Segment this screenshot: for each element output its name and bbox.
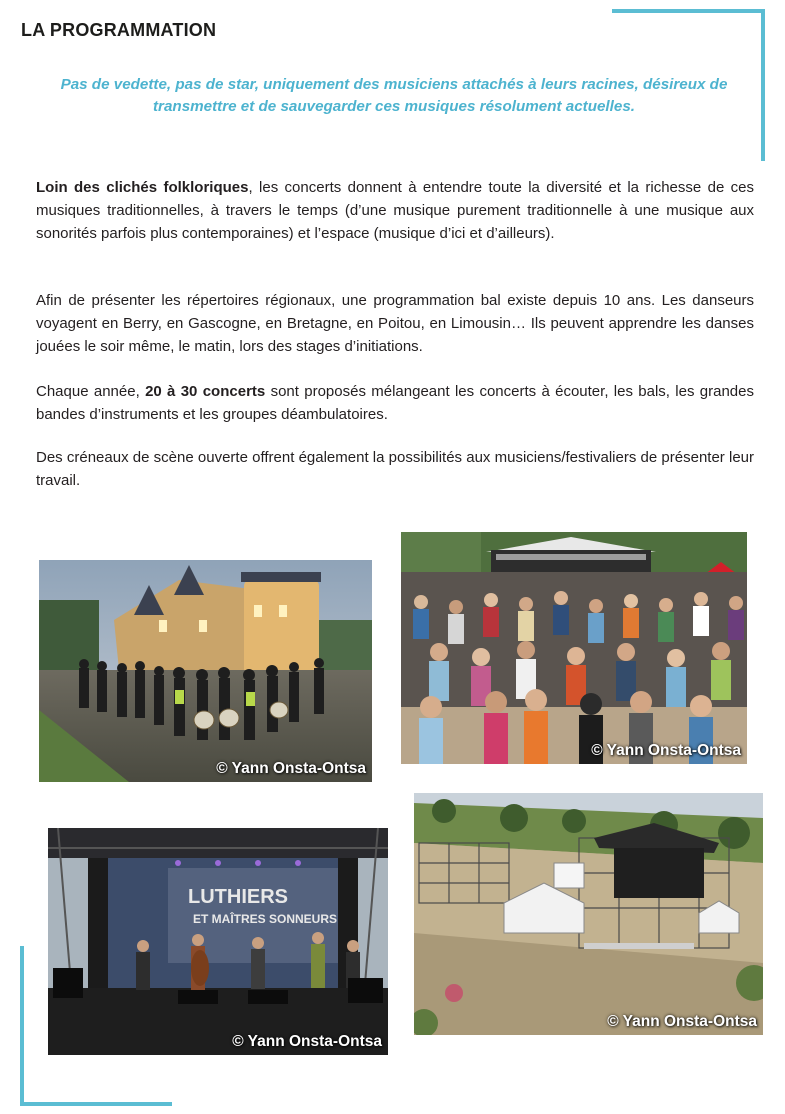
paragraph-concerts-pre: Chaque année, (36, 383, 146, 400)
photo-credit: © Yann Onsta-Ontsa (591, 742, 741, 759)
paragraph-concerts-bold: 20 à 30 concerts (145, 383, 266, 400)
photo-dancing-crowd (401, 532, 747, 764)
photo-credit: © Yann Onsta-Ontsa (232, 1033, 382, 1050)
paragraph-cliches (36, 176, 754, 245)
photo-stage-concert (48, 828, 388, 1055)
paragraph-scene-ouverte: Des créneaux de scène ouverte offrent également la possibilités aux musiciens/festivaliers de présenter leur travail. (36, 449, 754, 489)
corner-frame-top-right-vertical (761, 9, 765, 161)
photo-credit: © Yann Onsta-Ontsa (216, 760, 366, 777)
paragraph-concerts-post: sont proposés mélangeant les concerts à écouter, les bals, les grandes bandes d’instruments et les groupes déambulatoires. (36, 383, 754, 423)
photo-castle-illustration (39, 560, 372, 782)
paragraph-concerts (36, 380, 754, 426)
stage-banner-line2: ET MAÎTRES SONNEURS (193, 912, 338, 926)
photo-crowd-illustration (401, 532, 747, 764)
corner-frame-top-right (612, 9, 765, 13)
page-title: LA PROGRAMMATION (21, 20, 217, 40)
photo-castle-procession (39, 560, 372, 782)
intro-quote: Pas de vedette, pas de star, uniquement des musiciens attachés à leurs racines, désireux de transmettre et de sauvegarder ces musiques résolument actuelles. (60, 76, 728, 115)
paragraph-bal: Afin de présenter les répertoires régionaux, une programmation bal existe depuis 10 ans. Les danseurs voyagent en Berry, en Gascogne, en Bretagne, en Poitou, en Limousin… Ils peuvent apprendre les danses jouées le soir même, le matin, lors des stages d’initiations. (36, 292, 754, 355)
corner-frame-bottom-left (20, 946, 24, 1106)
photo-field-illustration (414, 793, 763, 1035)
paragraph-cliches-bold: Loin des clichés folkloriques (36, 179, 249, 196)
stage-banner-line1: LUTHIERS (188, 886, 288, 908)
corner-frame-bottom-left-horizontal (20, 1102, 172, 1106)
photo-stage-illustration (48, 828, 388, 1055)
photo-festival-field (414, 793, 763, 1035)
paragraph-cliches-text: , les concerts donnent à entendre toute la diversité et la richesse de ces musiques traditionnelles, à travers le temps (d’une musique purement traditionnelle à une musique aux sonorités parfois plus contemporaines) et l’espace (musique d’ici et d’ailleurs). (36, 179, 754, 242)
photo-credit: © Yann Onsta-Ontsa (607, 1013, 757, 1030)
